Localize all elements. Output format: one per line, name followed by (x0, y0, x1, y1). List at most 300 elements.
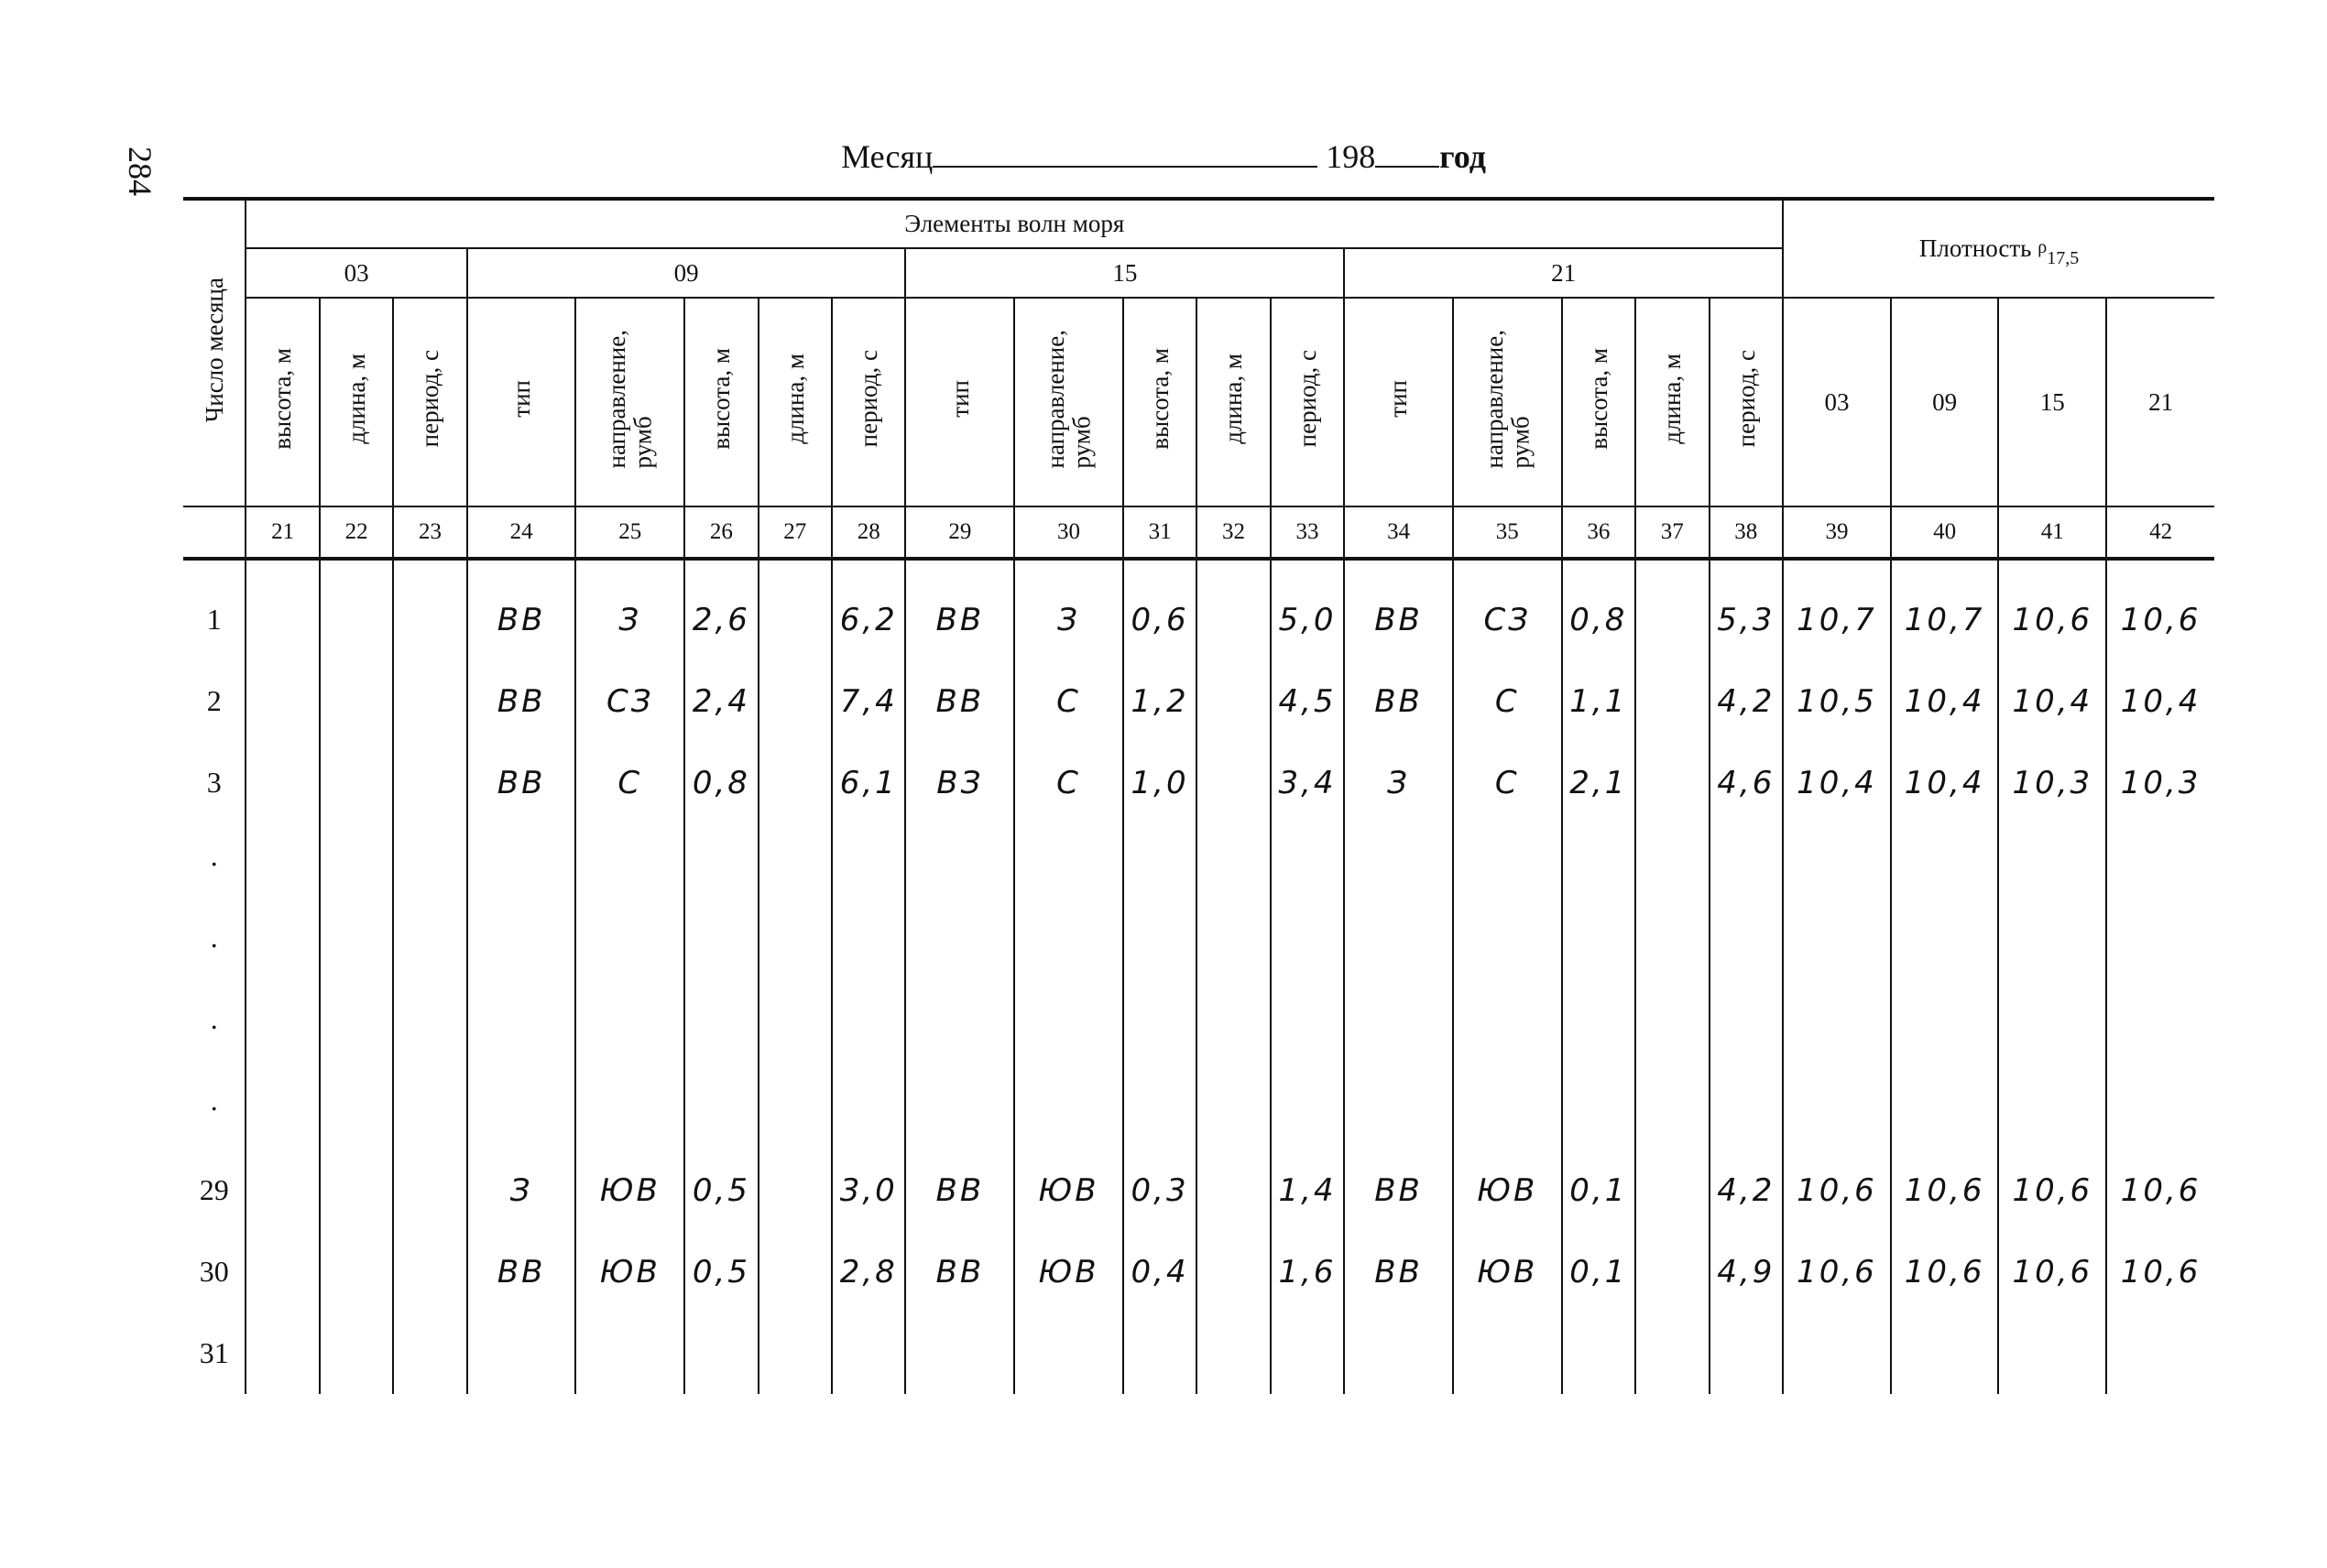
table-cell (759, 905, 832, 986)
column-number: 23 (393, 506, 466, 559)
col-length-03: длина, м (320, 298, 393, 506)
column-number: 31 (1123, 506, 1196, 559)
table-cell (1710, 823, 1784, 905)
table-cell (1453, 1068, 1562, 1149)
month-blank (933, 166, 1317, 168)
year-prefix: 198 (1326, 138, 1376, 175)
day-cell: 29 (199, 1173, 229, 1206)
col-type-15: тип (905, 298, 1014, 506)
table-cell (467, 905, 576, 986)
table-cell (759, 1231, 832, 1312)
table-cell (246, 579, 319, 660)
table-cell (320, 986, 393, 1068)
col-type-21: тип (1344, 298, 1453, 506)
table-cell (1710, 1312, 1784, 1394)
density-21-header: 21 (2106, 298, 2214, 506)
table-cell (1271, 823, 1344, 905)
table-cell: 6,2 (832, 579, 905, 660)
table-cell (759, 986, 832, 1068)
table-cell (759, 1312, 832, 1394)
table-cell: 0,6 (1123, 579, 1196, 660)
table-cell (1891, 823, 1999, 905)
time-09-header: 09 (467, 248, 906, 298)
table-cell (1344, 1312, 1453, 1394)
table-cell: 6,1 (832, 742, 905, 823)
table-cell (1998, 1312, 2106, 1394)
table-cell (1635, 823, 1709, 905)
table-cell (393, 660, 466, 742)
table-cell (1271, 1312, 1344, 1394)
table-cell: 5,0 (1271, 579, 1344, 660)
table-cell (1783, 823, 1891, 905)
table-cell (684, 986, 758, 1068)
wave-table (183, 197, 2214, 1394)
table-cell: СЗ (575, 660, 684, 742)
table-cell: 10,5 (1783, 660, 1891, 742)
table-cell (1710, 986, 1784, 1068)
table-cell: 2,6 (684, 579, 758, 660)
day-cell: 3 (206, 766, 222, 799)
table-cell (1635, 742, 1709, 823)
month-label: Месяц (841, 138, 934, 175)
table-cell: 0,5 (684, 1149, 758, 1231)
table-cell (393, 742, 466, 823)
table-cell (246, 1231, 319, 1312)
density-15-header: 15 (1998, 298, 2106, 506)
table-cell (1635, 905, 1709, 986)
table-cell (320, 660, 393, 742)
table-cell (1123, 823, 1196, 905)
col-period-21: период, с (1710, 298, 1784, 506)
table-cell (1453, 986, 1562, 1068)
table-cell: ЮВ (1014, 1149, 1123, 1231)
table-cell: 10,6 (1891, 1149, 1999, 1231)
time-15-header: 15 (905, 248, 1344, 298)
day-cell: 30 (199, 1255, 229, 1288)
table-row (183, 823, 2214, 905)
table-cell (393, 579, 466, 660)
table-cell: ВВ (467, 742, 576, 823)
table-cell (393, 1068, 466, 1149)
table-cell (1998, 905, 2106, 986)
column-number: 36 (1562, 506, 1635, 559)
table-cell: 10,7 (1891, 579, 1999, 660)
table-cell (1344, 823, 1453, 905)
table-cell (1710, 905, 1784, 986)
table-cell (246, 823, 319, 905)
column-number: 38 (1710, 506, 1784, 559)
table-cell (1891, 1312, 1999, 1394)
column-number-row (183, 506, 2214, 559)
table-cell: С (575, 742, 684, 823)
year-blank (1375, 166, 1439, 168)
table-cell: 1,1 (1562, 660, 1635, 742)
table-cell: З (575, 579, 684, 660)
column-number: 41 (1998, 506, 2106, 559)
table-cell: 0,1 (1562, 1231, 1635, 1312)
table-cell (393, 986, 466, 1068)
table-cell (1271, 986, 1344, 1068)
column-number: 37 (1635, 506, 1709, 559)
wave-elements-header: Элементы волн моря (246, 199, 1783, 248)
table-cell: 10,3 (2106, 742, 2214, 823)
column-number: 35 (1453, 506, 1562, 559)
col-height-03: высота, м (246, 298, 319, 506)
table-cell: 1,6 (1271, 1231, 1344, 1312)
column-number: 40 (1891, 506, 1999, 559)
table-cell (1196, 1149, 1270, 1231)
table-cell (1635, 1312, 1709, 1394)
table-cell: 0,5 (684, 1231, 758, 1312)
table-cell: 2,1 (1562, 742, 1635, 823)
table-cell: С (1014, 660, 1123, 742)
table-cell: ВВ (467, 660, 576, 742)
col-length-09: длина, м (759, 298, 832, 506)
table-cell (1014, 823, 1123, 905)
table-cell (1783, 986, 1891, 1068)
table-cell (393, 905, 466, 986)
table-cell: 1,4 (1271, 1149, 1344, 1231)
table-cell: 0,4 (1123, 1231, 1196, 1312)
table-row (183, 1231, 2214, 1312)
table-cell: 2,4 (684, 660, 758, 742)
table-cell: ЮВ (1453, 1231, 1562, 1312)
table-cell (1196, 905, 1270, 986)
table-cell (832, 1068, 905, 1149)
table-row (183, 742, 2214, 823)
table-cell: ЮВ (575, 1231, 684, 1312)
table-row (183, 986, 2214, 1068)
table-cell (1196, 1231, 1270, 1312)
table-cell (246, 905, 319, 986)
table-cell (1014, 1312, 1123, 1394)
table-cell: 10,4 (1998, 660, 2106, 742)
column-number: 28 (832, 506, 905, 559)
table-cell (1635, 579, 1709, 660)
table-cell (1635, 1068, 1709, 1149)
table-cell (832, 986, 905, 1068)
table-cell (1196, 986, 1270, 1068)
table-cell (2106, 1312, 2214, 1394)
col-direction-15: направление, румб (1014, 298, 1123, 506)
table-cell: 10,6 (1998, 1231, 2106, 1312)
table-cell (832, 905, 905, 986)
col-direction-21: направление, румб (1453, 298, 1562, 506)
table-cell (320, 1231, 393, 1312)
col-type-09: тип (467, 298, 576, 506)
column-number: 39 (1783, 506, 1891, 559)
column-number: 32 (1196, 506, 1270, 559)
table-cell (1710, 1068, 1784, 1149)
table-cell (905, 1068, 1014, 1149)
page-number: 284 (122, 147, 158, 196)
year-label: год (1439, 138, 1486, 175)
table-cell: 10,4 (2106, 660, 2214, 742)
table-cell: З (467, 1149, 576, 1231)
table-cell (1635, 1231, 1709, 1312)
table-cell (320, 1149, 393, 1231)
table-cell: 7,4 (832, 660, 905, 742)
table-cell (1562, 1312, 1635, 1394)
table-cell (684, 1068, 758, 1149)
table-cell: 10,4 (1891, 742, 1999, 823)
table-cell (1196, 742, 1270, 823)
table-cell (1196, 823, 1270, 905)
table-cell: ВВ (905, 1149, 1014, 1231)
table-cell (467, 1312, 576, 1394)
table-row (183, 579, 2214, 660)
column-number: 26 (684, 506, 758, 559)
table-cell: 10,3 (1998, 742, 2106, 823)
table-cell: ВВ (905, 1231, 1014, 1312)
table-cell: 4,2 (1710, 1149, 1784, 1231)
table-body (183, 559, 2214, 1394)
table-cell (2106, 1068, 2214, 1149)
table-cell (575, 1068, 684, 1149)
table-cell (467, 986, 576, 1068)
table-cell (1635, 1149, 1709, 1231)
table-cell (320, 823, 393, 905)
table-row (183, 1068, 2214, 1149)
table-cell: С (1453, 742, 1562, 823)
table-cell (759, 1068, 832, 1149)
column-number: 25 (575, 506, 684, 559)
table-cell: ВВ (1344, 1231, 1453, 1312)
table-cell: 0,8 (1562, 579, 1635, 660)
table-cell (246, 986, 319, 1068)
density-03-header: 03 (1783, 298, 1891, 506)
table-cell (246, 660, 319, 742)
table-cell (759, 579, 832, 660)
table-cell: С (1453, 660, 1562, 742)
table-cell: 0,1 (1562, 1149, 1635, 1231)
table-cell (575, 823, 684, 905)
table-cell: ВВ (1344, 579, 1453, 660)
table-cell: 10,6 (1891, 1231, 1999, 1312)
table-cell (575, 905, 684, 986)
table-cell (1014, 986, 1123, 1068)
table-cell: ВВ (467, 579, 576, 660)
table-cell (759, 742, 832, 823)
col-period-09: период, с (832, 298, 905, 506)
table-cell (1635, 986, 1709, 1068)
table-cell: 4,2 (1710, 660, 1784, 742)
table-cell (759, 660, 832, 742)
table-cell: ВЗ (905, 742, 1014, 823)
table-cell (575, 1312, 684, 1394)
table-cell (684, 823, 758, 905)
table-cell (320, 905, 393, 986)
table-cell (467, 823, 576, 905)
table-cell (684, 1312, 758, 1394)
table-cell (1562, 823, 1635, 905)
table-cell: 10,6 (1783, 1149, 1891, 1231)
table-cell (1123, 986, 1196, 1068)
table-cell (1014, 905, 1123, 986)
table-cell (2106, 905, 2214, 986)
table-cell: 0,8 (684, 742, 758, 823)
table-cell (759, 1149, 832, 1231)
table-cell: ВВ (1344, 660, 1453, 742)
table-cell (1783, 1068, 1891, 1149)
table-cell (246, 1312, 319, 1394)
table-cell (905, 905, 1014, 986)
table-cell: 10,6 (2106, 1231, 2214, 1312)
table-cell (246, 742, 319, 823)
table-cell (246, 1149, 319, 1231)
table-cell (1271, 1068, 1344, 1149)
table-cell (1891, 905, 1999, 986)
table-cell: 1,0 (1123, 742, 1196, 823)
table-cell (393, 1312, 466, 1394)
table-cell (393, 1149, 466, 1231)
table-cell (1344, 905, 1453, 986)
table-cell (1998, 986, 2106, 1068)
table-cell: З (1014, 579, 1123, 660)
table-cell: С (1014, 742, 1123, 823)
table-cell (1783, 1312, 1891, 1394)
table-cell (684, 905, 758, 986)
table-cell (1783, 905, 1891, 986)
column-number: 24 (467, 506, 576, 559)
table-cell: 4,5 (1271, 660, 1344, 742)
table-cell: ЮВ (1453, 1149, 1562, 1231)
col-length-21: длина, м (1635, 298, 1709, 506)
table-cell: СЗ (1453, 579, 1562, 660)
day-cell: · (209, 847, 220, 880)
table-cell (1453, 823, 1562, 905)
table-cell: 4,6 (1710, 742, 1784, 823)
col-length-15: длина, м (1196, 298, 1270, 506)
time-03-header: 03 (246, 248, 466, 298)
table-cell: ВВ (467, 1231, 576, 1312)
day-cell: · (209, 929, 220, 962)
table-cell: 5,3 (1710, 579, 1784, 660)
table-cell (1344, 1068, 1453, 1149)
form-title (0, 137, 2327, 176)
table-cell (1344, 986, 1453, 1068)
table-row (183, 905, 2214, 986)
table-cell (246, 1068, 319, 1149)
table-cell: 10,6 (1998, 1149, 2106, 1231)
table-cell (1271, 905, 1344, 986)
table-cell (759, 823, 832, 905)
table-cell: 10,4 (1783, 742, 1891, 823)
table-cell (1123, 1068, 1196, 1149)
day-cell: · (209, 1010, 220, 1043)
col-direction-09: направление, румб (575, 298, 684, 506)
table-cell: ЮВ (1014, 1231, 1123, 1312)
column-number: 27 (759, 506, 832, 559)
table-cell: 4,9 (1710, 1231, 1784, 1312)
table-cell: 10,6 (1783, 1231, 1891, 1312)
table-cell (393, 1231, 466, 1312)
table-cell (1014, 1068, 1123, 1149)
day-column-header: Число месяца (200, 277, 228, 423)
table-cell: 10,6 (2106, 579, 2214, 660)
table-cell: 10,6 (1998, 579, 2106, 660)
table-cell: ВВ (905, 579, 1014, 660)
day-cell: 2 (206, 684, 222, 717)
day-cell: 1 (206, 603, 222, 636)
day-cell: · (209, 1092, 220, 1125)
table-cell (1891, 1068, 1999, 1149)
table-cell: ВВ (1344, 1149, 1453, 1231)
table-cell (1635, 660, 1709, 742)
table-cell (1453, 1312, 1562, 1394)
column-number: 22 (320, 506, 393, 559)
table-cell (1998, 823, 2106, 905)
table-cell (320, 579, 393, 660)
table-cell (467, 1068, 576, 1149)
table-cell (905, 823, 1014, 905)
column-number: 42 (2106, 506, 2214, 559)
col-height-15: высота, м (1123, 298, 1196, 506)
table-cell (1562, 1068, 1635, 1149)
col-period-03: период, с (393, 298, 466, 506)
table-cell: 3,0 (832, 1149, 905, 1231)
density-header: Плотность $\rho_{17,5}$ (1783, 199, 2214, 298)
time-21-header: 21 (1344, 248, 1783, 298)
column-number: 33 (1271, 506, 1344, 559)
table-row (183, 1149, 2214, 1231)
table-cell (1123, 1312, 1196, 1394)
table-cell (1562, 986, 1635, 1068)
table-cell (320, 742, 393, 823)
table-cell: 10,4 (1891, 660, 1999, 742)
table-cell (1196, 660, 1270, 742)
table-cell: 0,3 (1123, 1149, 1196, 1231)
table-cell (1196, 1312, 1270, 1394)
table-cell (832, 823, 905, 905)
table-cell (832, 1312, 905, 1394)
density-09-header: 09 (1891, 298, 1999, 506)
table-cell (905, 1312, 1014, 1394)
col-period-15: период, с (1271, 298, 1344, 506)
table-cell (1562, 905, 1635, 986)
table-cell: 3,4 (1271, 742, 1344, 823)
table-cell (2106, 823, 2214, 905)
table-cell: 10,6 (2106, 1149, 2214, 1231)
table-cell (320, 1312, 393, 1394)
table-cell (2106, 986, 2214, 1068)
day-cell: 31 (199, 1336, 229, 1369)
table-cell: ВВ (905, 660, 1014, 742)
table-cell (905, 986, 1014, 1068)
table-cell (575, 986, 684, 1068)
table-cell (1123, 905, 1196, 986)
table-cell (1196, 579, 1270, 660)
table-cell: 2,8 (832, 1231, 905, 1312)
table-cell: 10,7 (1783, 579, 1891, 660)
table-cell (320, 1068, 393, 1149)
table-row (183, 1312, 2214, 1394)
table-row (183, 660, 2214, 742)
table-cell (1196, 1068, 1270, 1149)
column-number: 21 (246, 506, 319, 559)
table-cell: 1,2 (1123, 660, 1196, 742)
table-cell: З (1344, 742, 1453, 823)
table-cell: ЮВ (575, 1149, 684, 1231)
column-number: 30 (1014, 506, 1123, 559)
table-cell (1891, 986, 1999, 1068)
column-number: 29 (905, 506, 1014, 559)
table-cell (1453, 905, 1562, 986)
column-number: 34 (1344, 506, 1453, 559)
table-cell (393, 823, 466, 905)
table-cell (1998, 1068, 2106, 1149)
col-height-09: высота, м (684, 298, 758, 506)
